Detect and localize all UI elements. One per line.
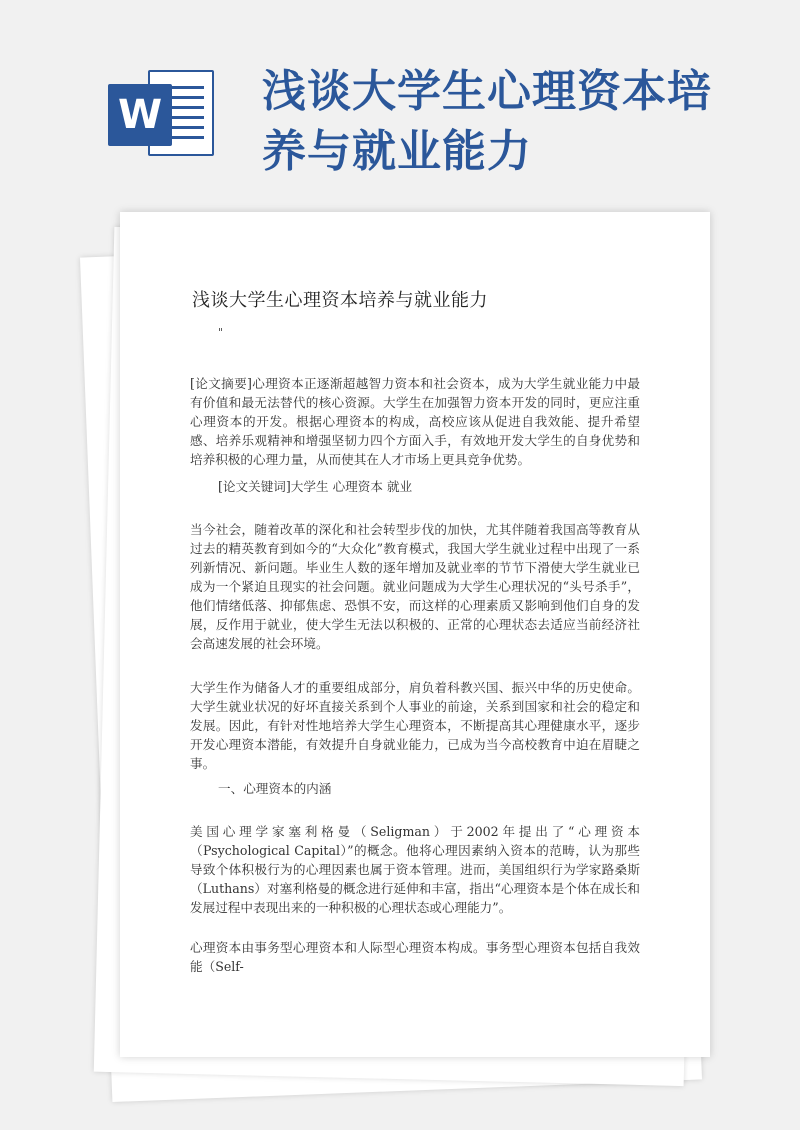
- document-page: [120, 212, 710, 1057]
- body-paragraph-3: 美国心理学家塞利格曼（Seligman）于2002年提出了“心理资本（Psychological Capital）”的概念。他将心理因素纳入资本的范畴，认为那些导致个体积极行为的心理因素也属于资本管理。进而，美国组织行为学家路桑斯（Luthans）对塞利格曼的概念进行延伸和丰富，指出“心理资本是个体在成长和发展过程中表现出来的一种积极的心理状态或心理能力”。: [190, 824, 640, 915]
- keywords-line: [论文关键词]大学生 心理资本 就业: [218, 479, 413, 494]
- banner-title: 浅谈大学生心理资本培养与就业能力: [262, 66, 712, 177]
- abstract-paragraph: [论文摘要]心理资本正逐渐超越智力资本和社会资本，成为大学生就业能力中最有价值和最无法替代的核心资源。大学生在加强智力资本开发的同时，更应注重心理资本的开发。根据心理资本的构成，高校应该从促进自我效能、提升希望感、培养乐观精神和增强坚韧力四个方面入手，有效地开发大学生的自身优势和培养积极的心理力量，从而使其在人才市场上更具竞争优势。: [190, 376, 640, 467]
- word-document-icon: [108, 70, 216, 156]
- body-paragraph-4: 心理资本由事务型心理资本和人际型心理资本构成。事务型心理资本包括自我效能（Self-: [190, 940, 640, 974]
- body-paragraph-2: 大学生作为储备人才的重要组成部分，肩负着科教兴国、振兴中华的历史使命。大学生就业状况的好坏直接关系到个人事业的前途，关系到国家和社会的稳定和发展。因此，有针对性地培养大学生心理资本，不断提高其心理健康水平，逐步开发心理资本潜能，有效提升自身就业能力，已成为当今高校教育中迫在眉睫之事。: [190, 680, 640, 771]
- quote-mark: ": [218, 326, 224, 339]
- section-heading: 一、心理资本的内涵: [218, 781, 332, 796]
- body-paragraph-1: 当今社会，随着改革的深化和社会转型步伐的加快，尤其伴随着我国高等教育从过去的精英教育到如今的“大众化”教育模式，我国大学生就业过程中出现了一系列新情况、新问题。毕业生人数的逐年增加及就业率的节节下滑使大学生就业已成为一个紧迫且现实的社会问题。就业问题成为大学生心理状况的“头号杀手”，他们情绪低落、抑郁焦虑、恐惧不安，而这样的心理素质又影响到他们自身的发展，反作用于就业，使大学生无法以积极的、正常的心理状态去适应当前经济社会高速发展的社会环境。: [190, 522, 640, 651]
- document-title: 浅谈大学生心理资本培养与就业能力: [192, 290, 488, 311]
- word-logo-badge: W: [108, 84, 172, 146]
